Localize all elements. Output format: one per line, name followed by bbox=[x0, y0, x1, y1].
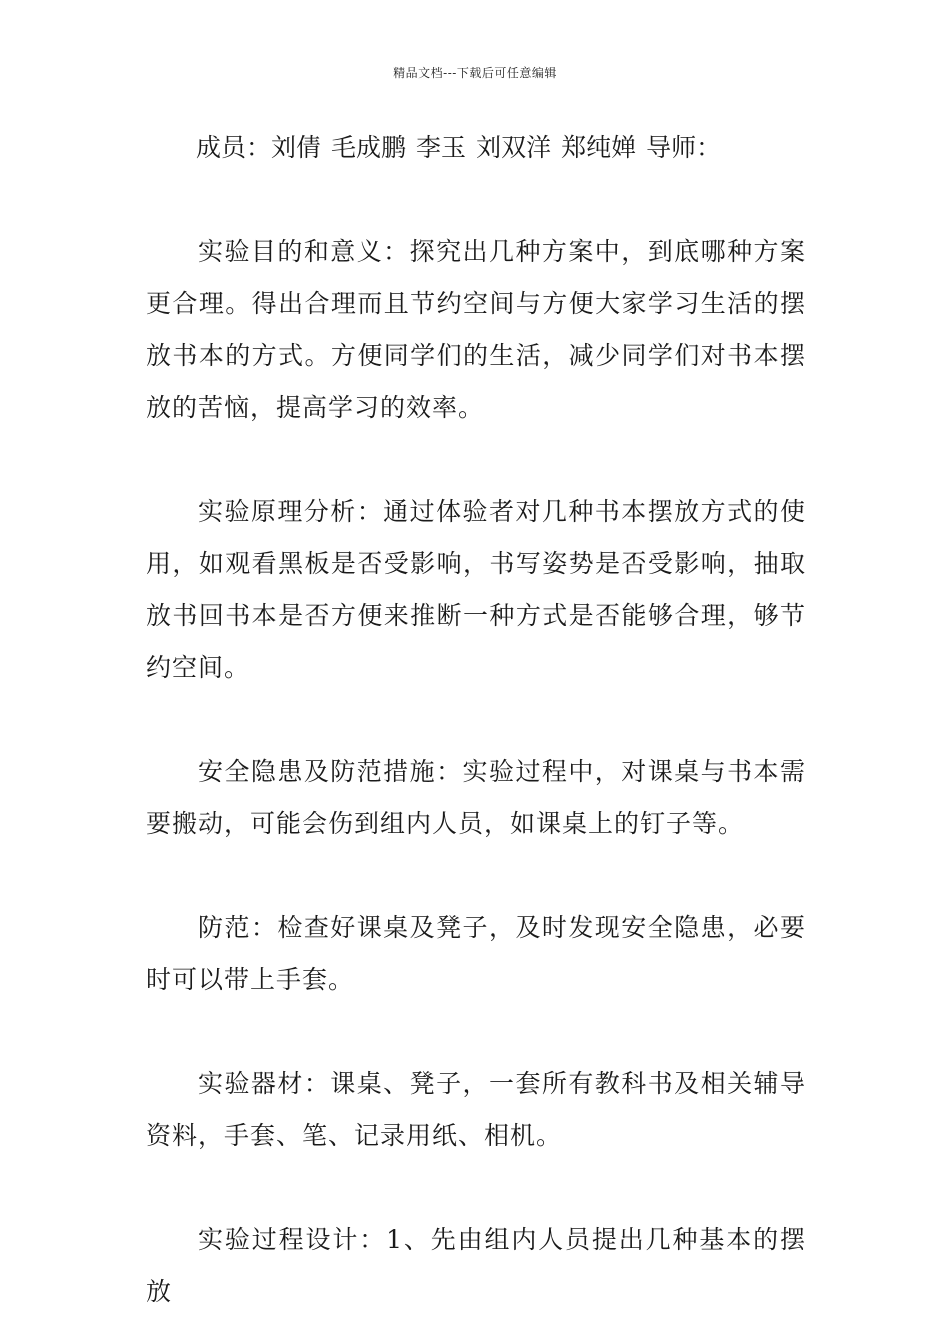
document-body bbox=[146, 122, 806, 1318]
section-prevention: 防范：检查好课桌及凳子，及时发现安全隐患，必要时可以带上手套。 bbox=[146, 913, 806, 994]
advisor-label: 导师： bbox=[646, 133, 722, 162]
member-name: 郑纯婵 bbox=[561, 133, 637, 162]
member-name: 李玉 bbox=[416, 133, 467, 162]
page-header: 精品文档---下载后可任意编辑 bbox=[393, 66, 557, 80]
member-name: 刘双洋 bbox=[476, 133, 552, 162]
member-name: 刘倩 bbox=[271, 133, 322, 162]
members-label: 成员： bbox=[196, 133, 272, 162]
members-line bbox=[146, 122, 806, 174]
member-name: 毛成鹏 bbox=[331, 133, 407, 162]
section-process-design: 实验过程设计：1、先由组内人员提出几种基本的摆放 bbox=[146, 1225, 806, 1306]
section-equipment: 实验器材：课桌、凳子，一套所有教科书及相关辅导资料，手套、笔、记录用纸、相机。 bbox=[146, 1069, 806, 1150]
section-safety: 安全隐患及防范措施：实验过程中，对课桌与书本需要搬动，可能会伤到组内人员，如课桌上的钉子等。 bbox=[146, 757, 806, 838]
section-principle: 实验原理分析：通过体验者对几种书本摆放方式的使用，如观看黑板是否受影响，书写姿势是否受影响，抽取放书回书本是否方便来推断一种方式是否能够合理，够节约空间。 bbox=[146, 497, 806, 682]
section-purpose: 实验目的和意义：探究出几种方案中，到底哪种方案更合理。得出合理而且节约空间与方便大家学习生活的摆放书本的方式。方便同学们的生活，减少同学们对书本摆放的苦恼，提高学习的效率。 bbox=[146, 237, 806, 422]
